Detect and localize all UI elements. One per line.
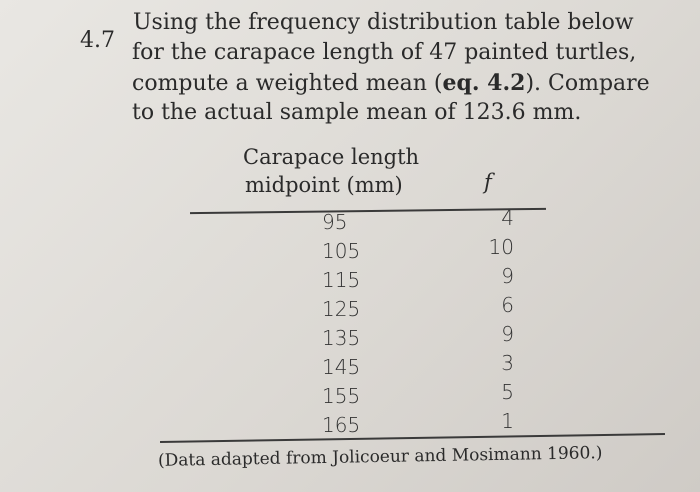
midpoint-header-line-1: Carapace length (243, 145, 420, 169)
problem-text-line-3-post: ). Compare (525, 71, 650, 96)
midpoint-cell: 115 (322, 268, 361, 292)
data-source-note: (Data adapted from Jolicoeur and Mosimann 1960.) (157, 443, 603, 471)
midpoint-cell: 95 (322, 210, 348, 234)
problem-text-line-3-pre: compute a weighted mean ( (132, 71, 443, 96)
midpoint-header-line-2: midpoint (mm) (245, 173, 403, 197)
problem-number: 4.7 (80, 28, 115, 53)
frequency-cell: 1 (501, 409, 514, 433)
table-bottom-rule (160, 433, 665, 443)
midpoint-cell: 125 (322, 297, 361, 321)
equation-reference: eq. 4.2 (442, 70, 526, 96)
frequency-header: f (484, 170, 492, 194)
problem-text-line-1: Using the frequency distribution table below (133, 10, 634, 35)
problem-text-line-2: for the carapace length of 47 painted turtles, (132, 40, 637, 65)
problem-text-line-3 (132, 70, 650, 96)
frequency-cell: 6 (501, 293, 514, 317)
midpoint-cell: 105 (322, 239, 361, 263)
frequency-cell: 9 (501, 322, 514, 346)
midpoint-cell: 155 (322, 384, 361, 408)
frequency-cell: 4 (501, 206, 514, 230)
frequency-cell: 5 (501, 380, 514, 404)
midpoint-cell: 145 (322, 355, 361, 379)
problem-text-line-4: to the actual sample mean of 123.6 mm. (132, 100, 582, 125)
midpoint-cell: 165 (322, 413, 361, 437)
frequency-cell: 3 (501, 351, 514, 375)
midpoint-cell: 135 (322, 326, 361, 350)
frequency-cell: 10 (488, 235, 514, 259)
frequency-cell: 9 (501, 264, 514, 288)
